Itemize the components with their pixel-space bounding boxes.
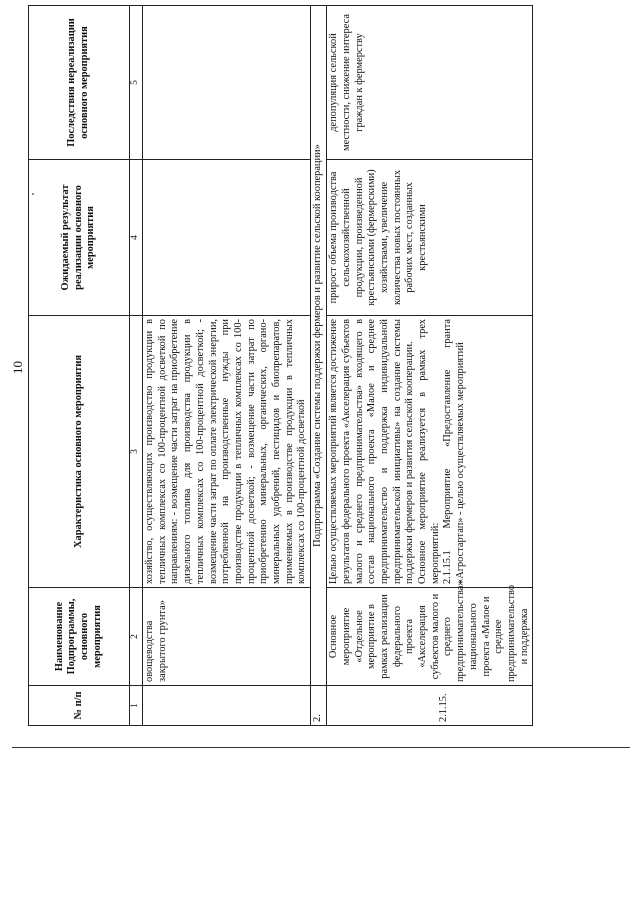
row2-number: [327, 686, 533, 726]
table-row: [143, 6, 311, 726]
row2-description: [327, 316, 533, 588]
col-number-5: 5: [130, 6, 143, 160]
row1-consequence: [143, 6, 311, 160]
row1-number: [143, 686, 311, 726]
header-result: Ожидаемый результат реализации основного мероприятия: [29, 160, 130, 316]
section-title: Подпрограмма «Создание системы поддержки фермеров и развитие сельской кооперации»: [311, 6, 327, 686]
section-number: 2.: [311, 686, 327, 726]
header-number: № п/п: [29, 686, 130, 726]
row1-description: хозяйство, осуществляющих производство продукции в тепличных комплексах со 100-процентной досветкой по направлениям: - возмещение части затрат на приобретение дизельного топлива для производства продукции в тепличных комплексах со 100-процентной досветкой; - возмещение части затрат по оплате электрической энергии, потребленной на производственные нужды при производстве продукции в тепличных комплексах со 100-процентной досветкой; - возмещение части затрат по приобретению минеральных, органических, органо-минеральных удобрений, пестицидов и биопрепаратов, применяемых в производстве продукции в тепличных комплексах со 100-процентной досветкой: [143, 316, 311, 588]
section-row: [311, 6, 327, 726]
table-row: [327, 6, 533, 726]
page-number: 10: [10, 361, 25, 374]
col-number-3: 3: [130, 316, 143, 588]
program-table: [28, 5, 533, 726]
row2-desc-part1: Целью осуществляемых мероприятий является достижение результатов федерального проекта «Акселерация субъектов малого и среднего предпринимательства» входящего в состав национального проекта «Малое и среднее предпринимательство и поддержка индивидуальной предпринимательской инициативы» на создание системы поддержки фермеров и развития сельской кооперации.: [328, 319, 416, 584]
row2-number-text: 2.1.15.: [438, 693, 450, 722]
column-number-row: [130, 6, 143, 726]
header-description: Характеристика основного мероприятия: [29, 316, 130, 588]
row2-desc-part2: Основное мероприятие реализуется в рамках трех мероприятий:: [417, 319, 441, 584]
row2-consequence: депопуляция сельской местности, снижение интереса граждан к фермерству: [327, 6, 533, 160]
col-number-4: 4: [130, 160, 143, 316]
header-row: [29, 6, 130, 726]
row2-desc-part3: 2.1.15.1 Мероприятие «Предоставление гранта «Агростартап» - целью осуществляемых мероприятий: [442, 319, 467, 584]
header-consequence: Последствия нереализации основного мероприятия: [29, 6, 130, 160]
row2-name: Основное мероприятие «Отдельное мероприятие в рамках реализации федерального проекта «Акселерация субъектов малого и среднего предпринимательства» национального проекта «Малое и среднее предпринимательство и поддержка: [327, 588, 533, 686]
row1-result: [143, 160, 311, 316]
col-number-1: 1: [130, 686, 143, 726]
row1-name: овощеводства закрытого грунта»: [143, 588, 311, 686]
row2-result: прирост объема производства сельскохозяйственной продукции, произведенной крестьянскими (фермерскими) хозяйствами, увеличение количества новых постоянных рабочих мест, созданных крестьянскими: [327, 160, 533, 316]
col-number-2: 2: [130, 588, 143, 686]
bottom-rule: [12, 747, 630, 748]
header-name: Наименование Подпрограммы, основного мероприятия: [29, 588, 130, 686]
